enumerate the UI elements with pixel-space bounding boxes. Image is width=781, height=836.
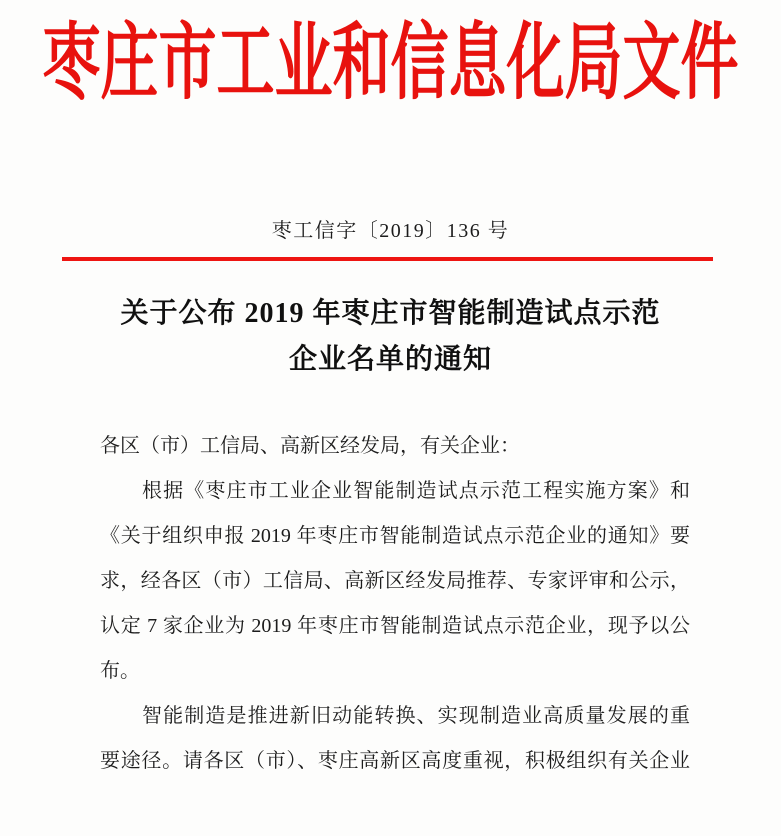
- body-line: 布。: [100, 660, 140, 682]
- body-line: 根据《枣庄市工业企业智能制造试点示范工程实施方案》和: [142, 480, 690, 502]
- document-title-line1: 关于公布 2019 年枣庄市智能制造试点示范: [120, 298, 661, 329]
- body-line: 《关于组织申报 2019 年枣庄市智能制造试点示范企业的通知》要: [100, 525, 690, 547]
- red-divider-line: [62, 257, 713, 261]
- agency-header-title: 枣庄市工业和信息化局文件: [42, 16, 739, 110]
- document-number: 枣工信字〔2019〕136 号: [271, 220, 510, 242]
- salutation-line: 各区（市）工信局、高新区经发局，有关企业：: [100, 435, 520, 457]
- body-line: 求，经各区（市）工信局、高新区经发局推荐、专家评审和公示，: [100, 570, 690, 592]
- body-line: 智能制造是推进新旧动能转换、实现制造业高质量发展的重: [142, 705, 690, 727]
- document-title: [0, 291, 781, 383]
- document-body: [100, 424, 690, 784]
- document-title-line2: 企业名单的通知: [288, 344, 492, 375]
- body-line: 认定 7 家企业为 2019 年枣庄市智能制造试点示范企业，现予以公: [100, 615, 690, 637]
- body-line: 要途径。请各区（市）、枣庄高新区高度重视，积极组织有关企业: [100, 750, 690, 772]
